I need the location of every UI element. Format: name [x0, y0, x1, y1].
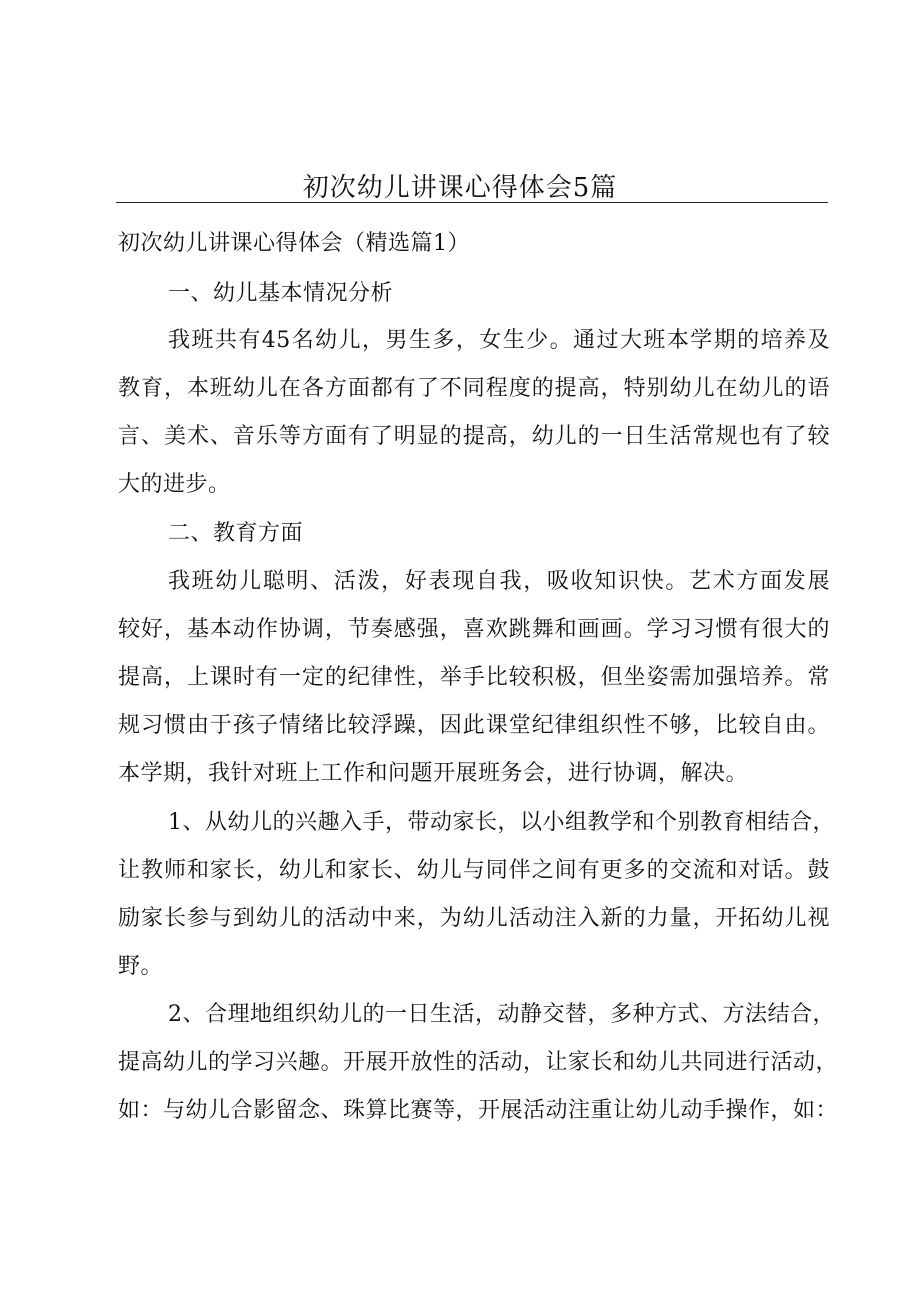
section-subtitle: 初次幼儿讲课心得体会（精选篇1）	[118, 231, 470, 256]
heading-line: 二、教育方面	[168, 521, 304, 546]
paragraph-line: 我班幼儿聪明、活泼，好表现自我，吸收知识快。艺术方面发展	[168, 569, 830, 594]
heading-line: 一、幼儿基本情况分析	[168, 281, 394, 306]
paragraph-line: 较好，基本动作协调，节奏感强，喜欢跳舞和画画。学习习惯有很大的	[118, 617, 830, 642]
paragraph-line: 野。	[118, 954, 164, 979]
paragraph-line: 2、合理地组织幼儿的一日生活，动静交替，多种方式、方法结合，	[168, 1002, 835, 1027]
paragraph-line: 1、从幼儿的兴趣入手，带动家长，以小组教学和个别教育相结合，	[168, 810, 835, 835]
title-underline	[116, 202, 828, 203]
paragraph-line: 让教师和家长，幼儿和家长、幼儿与同伴之间有更多的交流和对话。鼓	[118, 858, 830, 883]
paragraph-line: 如：与幼儿合影留念、珠算比赛等，开展活动注重让幼儿动手操作，如：	[118, 1098, 839, 1123]
paragraph-line: 教育，本班幼儿在各方面都有了不同程度的提高，特别幼儿在幼儿的语	[118, 376, 830, 401]
paragraph-line: 提高幼儿的学习兴趣。开展开放性的活动，让家长和幼儿共同进行活动，	[118, 1050, 839, 1075]
paragraph-line: 我班共有45名幼儿，男生多，女生少。通过大班本学期的培养及	[168, 328, 830, 353]
paragraph-line: 本学期，我针对班上工作和问题开展班务会，进行协调，解决。	[118, 761, 749, 786]
paragraph-line: 规习惯由于孩子情绪比较浮躁，因此课堂纪律组织性不够，比较自由。	[118, 713, 830, 738]
paragraph-line: 大的进步。	[118, 472, 231, 497]
paragraph-line: 提高，上课时有一定的纪律性，举手比较积极，但坐姿需加强培养。常	[118, 665, 830, 690]
paragraph-line: 言、美术、音乐等方面有了明显的提高，幼儿的一日生活常规也有了较	[118, 424, 830, 449]
document-title: 初次幼儿讲课心得体会5篇	[302, 173, 618, 203]
paragraph-line: 励家长参与到幼儿的活动中来，为幼儿活动注入新的力量，开拓幼儿视	[118, 906, 830, 931]
